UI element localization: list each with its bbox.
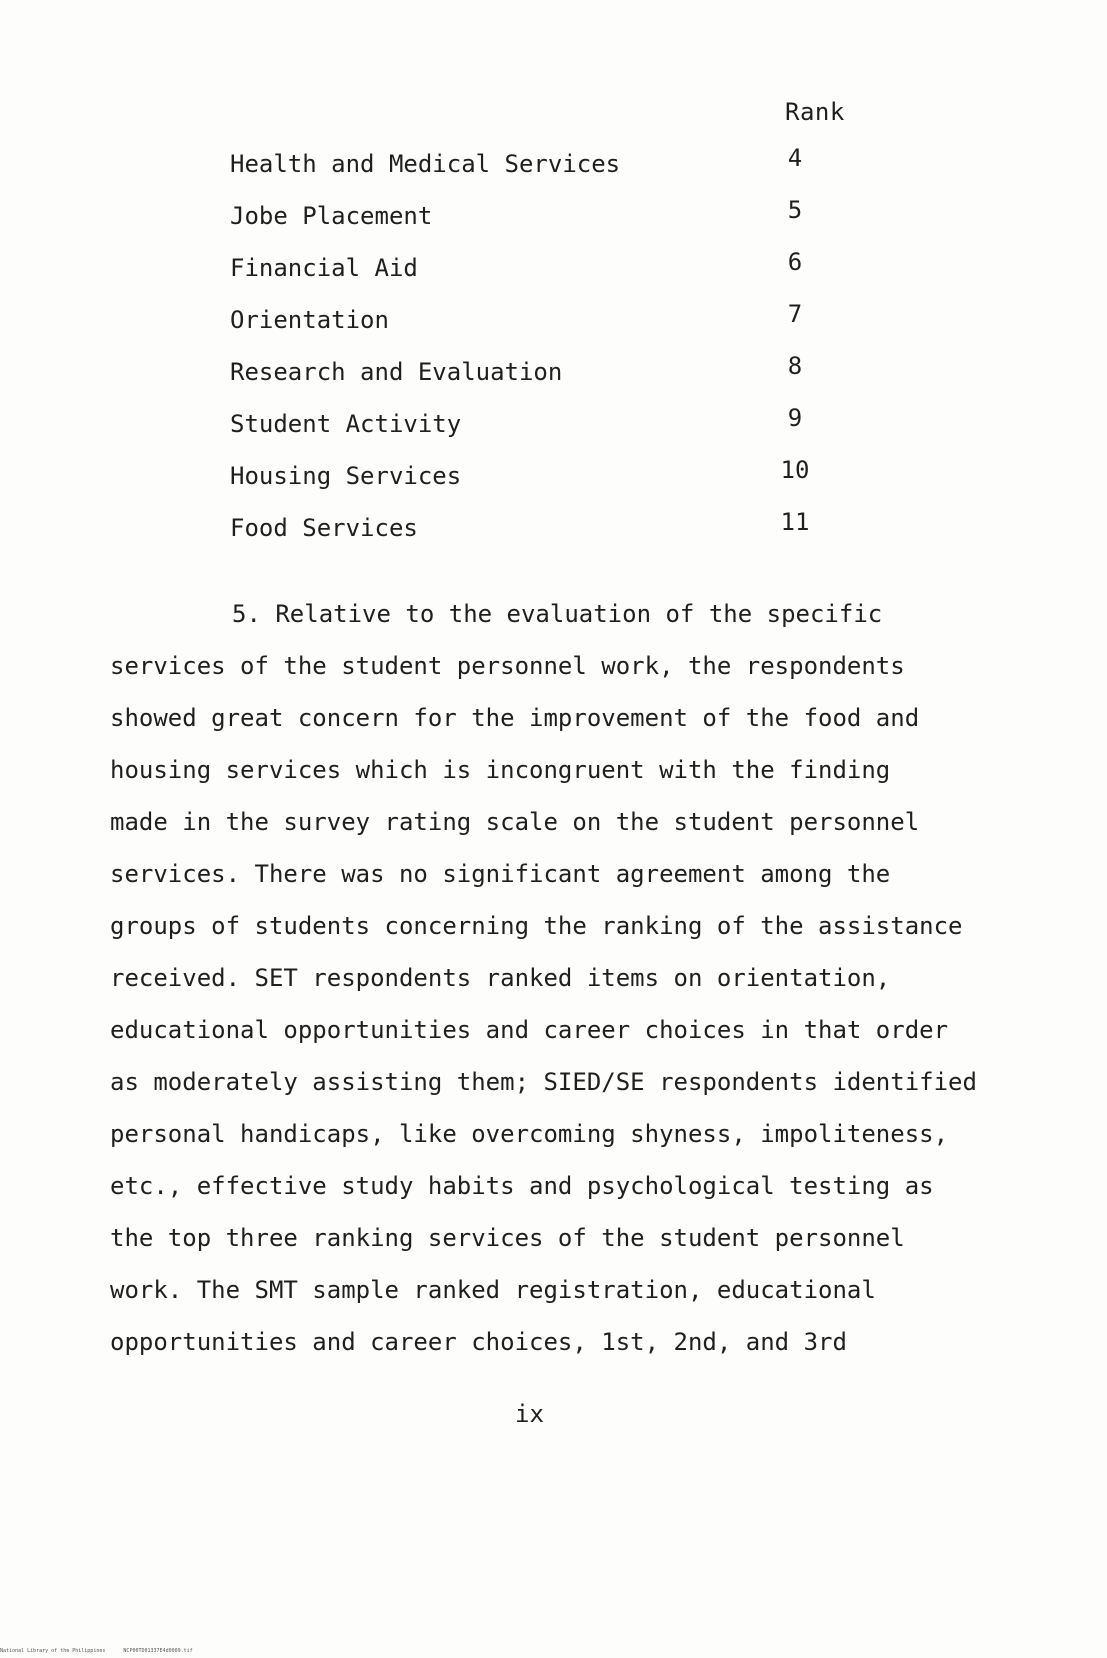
paragraph-line: etc., effective study habits and psychological testing as bbox=[110, 1172, 934, 1200]
paragraph-line: services. There was no significant agreement among the bbox=[110, 860, 891, 888]
rank-value: 8 bbox=[787, 352, 803, 380]
page-number: ix bbox=[515, 1400, 544, 1428]
service-label: Jobe Placement bbox=[230, 202, 433, 230]
service-label: Research and Evaluation bbox=[230, 358, 563, 386]
paragraph-line: personal handicaps, like overcoming shyness, impoliteness, bbox=[110, 1120, 949, 1148]
service-label: Orientation bbox=[230, 306, 389, 334]
rank-value: 5 bbox=[787, 196, 803, 224]
service-label: Financial Aid bbox=[230, 254, 418, 282]
rank-value: 10 bbox=[780, 456, 810, 484]
paragraph-line: made in the survey rating scale on the student personnel bbox=[110, 808, 920, 836]
footer-library: National Library of the Philippines bbox=[0, 1648, 106, 1654]
table-row bbox=[230, 248, 830, 306]
rank-table bbox=[230, 144, 830, 566]
service-label: Health and Medical Services bbox=[230, 150, 621, 178]
rank-value: 4 bbox=[787, 144, 803, 172]
paragraph-line: 5. Relative to the evaluation of the specific bbox=[232, 600, 883, 628]
body-paragraph bbox=[110, 588, 1050, 1368]
paragraph-line: housing services which is incongruent with the finding bbox=[110, 756, 891, 784]
rank-value: 6 bbox=[787, 248, 803, 276]
table-row bbox=[230, 144, 830, 202]
paragraph-line: work. The SMT sample ranked registration, educational bbox=[110, 1276, 876, 1304]
service-label: Housing Services bbox=[230, 462, 462, 490]
footer-file-code: NCP00TD01337E4d0009.tif bbox=[123, 1648, 193, 1654]
table-row bbox=[230, 456, 830, 514]
paragraph-line: showed great concern for the improvement of the food and bbox=[110, 704, 920, 732]
table-row bbox=[230, 300, 830, 358]
paragraph-line: opportunities and career choices, 1st, 2nd, and 3rd bbox=[110, 1328, 847, 1356]
service-label: Food Services bbox=[230, 514, 418, 542]
paragraph-line: groups of students concerning the ranking of the assistance bbox=[110, 912, 963, 940]
paragraph-line: as moderately assisting them; SIED/SE respondents identified bbox=[110, 1068, 977, 1096]
paragraph-line: services of the student personnel work, the respondents bbox=[110, 652, 905, 680]
paragraph-line: educational opportunities and career choices in that order bbox=[110, 1016, 949, 1044]
paragraph-line: the top three ranking services of the student personnel bbox=[110, 1224, 905, 1252]
table-row bbox=[230, 404, 830, 462]
service-label: Student Activity bbox=[230, 410, 462, 438]
rank-value: 7 bbox=[787, 300, 803, 328]
scan-footer bbox=[0, 1648, 193, 1654]
paragraph-line: received. SET respondents ranked items on orientation, bbox=[110, 964, 891, 992]
rank-column-header: Rank bbox=[785, 98, 845, 126]
rank-value: 11 bbox=[780, 508, 810, 536]
table-row bbox=[230, 508, 830, 566]
table-row bbox=[230, 352, 830, 410]
rank-value: 9 bbox=[787, 404, 803, 432]
table-row bbox=[230, 196, 830, 254]
